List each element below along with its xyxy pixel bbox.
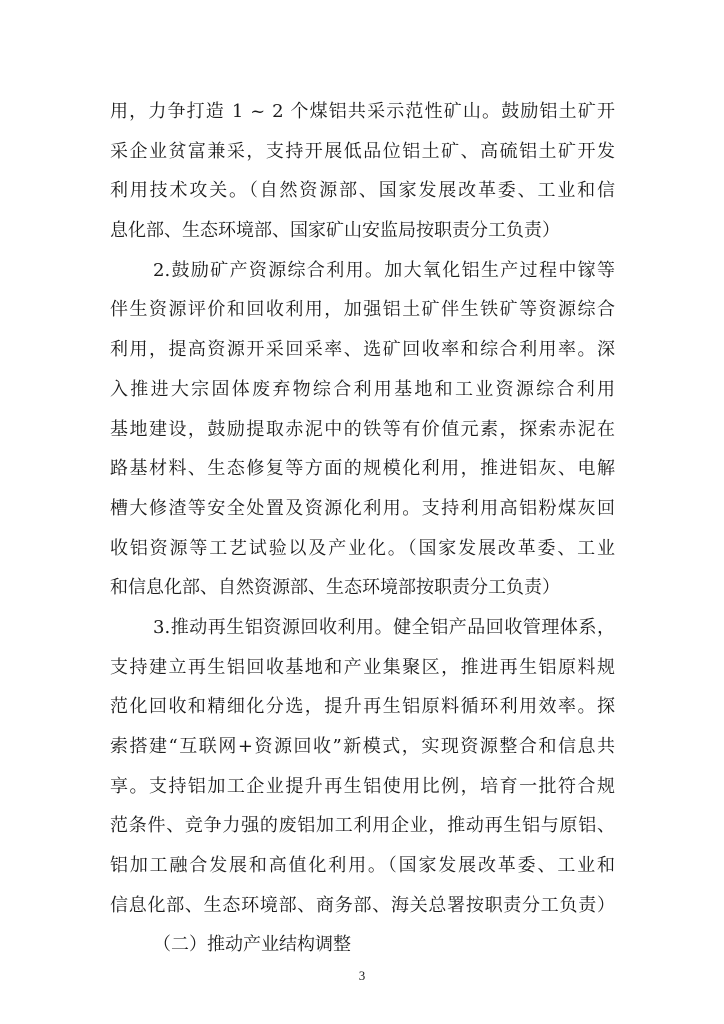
text-line: 信息化部、生态环境部、商务部、海关总署按职责分工负责） (110, 894, 615, 916)
text-line: 享。支持铝加工企业提升再生铝使用比例，培育一批符合规 (110, 775, 615, 797)
section-heading: （二）推动产业结构调整 (153, 934, 351, 956)
text-line: 范化回收和精细化分选，提升再生铝原料循环利用效率。探 (110, 696, 615, 718)
text-line: 基地建设，鼓励提取赤泥中的铁等有价值元素，探索赤泥在 (110, 418, 615, 440)
paragraph-start-line: 3.推动再生铝资源回收利用。健全铝产品回收管理体系， (153, 616, 615, 638)
text-line: 铝加工融合发展和高值化利用。（国家发展改革委、工业和 (110, 855, 615, 877)
text-line: 伴生资源评价和回收利用，加强铝土矿伴生铁矿等资源综合 (110, 299, 615, 321)
text-line: 入推进大宗固体废弃物综合利用基地和工业资源综合利用 (110, 378, 615, 400)
text-line: 路基材料、生态修复等方面的规模化利用，推进铝灰、电解 (110, 458, 615, 480)
text-line: 支持建立再生铝回收基地和产业集聚区，推进再生铝原料规 (110, 656, 615, 678)
text-line: 槽大修渣等安全处置及资源化利用。支持利用高铝粉煤灰回 (110, 497, 615, 519)
text-line: 和信息化部、自然资源部、生态环境部按职责分工负责） (110, 577, 560, 599)
text-line: 利用，提高资源开采回采率、选矿回收率和综合利用率。深 (110, 339, 615, 361)
text-line: 收铝资源等工艺试验以及产业化。（国家发展改革委、工业 (110, 537, 615, 559)
text-line: 采企业贫富兼采，支持开展低品位铝土矿、高硫铝土矿开发 (110, 140, 615, 162)
text-line: 利用技术攻关。（自然资源部、国家发展改革委、工业和信 (110, 180, 615, 202)
text-line: 范条件、竞争力强的废铝加工利用企业，推动再生铝与原铝、 (110, 815, 615, 837)
text-line: 用，力争打造 1 ~ 2 个煤铝共采示范性矿山。鼓励铝土矿开 (110, 101, 615, 122)
body-text (110, 92, 615, 965)
text-line: 索搭建“互联网+资源回收”新模式，实现资源整合和信息共 (110, 736, 615, 757)
paragraph-start-line: 2.鼓励矿产资源综合利用。加大氧化铝生产过程中镓等 (153, 259, 615, 281)
text-line: 息化部、生态环境部、国家矿山安监局按职责分工负责） (110, 220, 560, 242)
page-number: 3 (358, 968, 366, 983)
